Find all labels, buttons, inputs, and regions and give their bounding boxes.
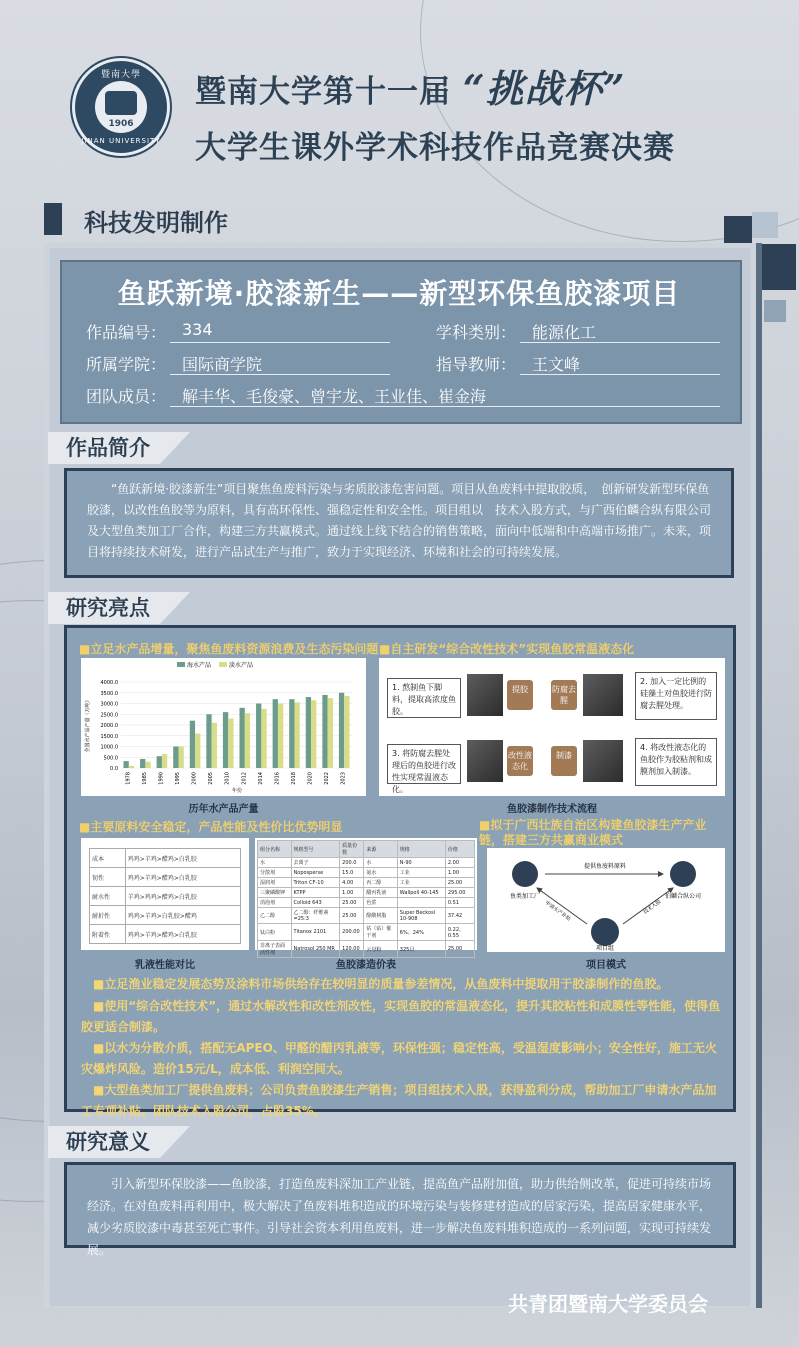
subject-value: 能源化工 [532, 323, 597, 342]
x-tick-label: 2010 [224, 772, 231, 785]
factory-icon [512, 861, 538, 887]
subject-label: 学科类别： [436, 323, 517, 342]
perf-cell: 鸡鸡>羊鸡>醋鸡>白乳胶 [125, 849, 240, 868]
cost-cell: 200.0 [340, 858, 364, 868]
team-icon [591, 918, 619, 946]
cost-cell: 25.00 [340, 898, 364, 908]
cost-cell: Natrosol 250 MR [291, 941, 340, 958]
bar-sea [322, 695, 327, 768]
highlight-sub-1: ■立足水产品增量，聚焦鱼废料资源浪费及生态污染问题 [79, 642, 379, 656]
highlight-sub-2: ■自主研发“综合改性技术”实现鱼胶常温液态化 [379, 642, 635, 656]
team-value: 解丰华、毛俊豪、曾宇龙、王业佳、崔金海 [182, 387, 487, 406]
y-tick-label: 3500.0 [100, 690, 118, 697]
perf-cell: 韧性 [90, 868, 126, 887]
chart-card [81, 658, 366, 796]
x-tick-label: 1990 [158, 772, 165, 785]
cost-table [257, 840, 475, 958]
bar-fresh [162, 754, 167, 768]
cost-cell: 三聚磷酸钾 [258, 888, 292, 898]
bar-fresh [295, 702, 300, 768]
mode-caption: 项目模式 [586, 960, 626, 971]
cost-row [258, 858, 475, 868]
cost-row [258, 888, 475, 898]
university-logo [72, 58, 170, 156]
perf-row [90, 849, 241, 868]
perf-row [90, 906, 241, 925]
college-value: 国际商学院 [182, 355, 263, 374]
advisor-label: 指导教师： [436, 355, 517, 374]
highlight-sub-3: ■主要原料安全稳定，产品性能及性价比优势明显 [79, 820, 343, 834]
cost-cell: Super Beckosl 10-908 [397, 908, 445, 924]
x-tick-label: 2023 [340, 772, 347, 785]
x-tick-label: 1995 [175, 772, 181, 785]
cost-cell: 去离子 [291, 858, 340, 868]
y-tick-label: 3000.0 [100, 701, 118, 708]
cost-cell: 氨水 [364, 868, 397, 878]
cost-cell: 0.51 [445, 898, 474, 908]
cost-cell: 规格型号 [291, 841, 340, 858]
bar-sea [140, 759, 145, 768]
bar-fresh [145, 762, 150, 768]
cost-cell: 价格 [445, 841, 474, 858]
cost-cell: KTPP [291, 888, 340, 898]
perf-caption: 乳液性能对比 [135, 960, 195, 971]
cost-cell: 丙二醇 [364, 878, 397, 888]
y-tick-label: 1500.0 [100, 733, 118, 740]
intro-heading: 作品简介 [48, 432, 160, 464]
perf-cell: 鸡鸡>羊鸡>醋鸡>白乳胶 [125, 925, 240, 944]
cost-cell: 4.00 [340, 878, 364, 888]
perf-table [89, 848, 241, 944]
cost-cell: 295.00 [445, 888, 474, 898]
x-tick-label: 1978 [125, 772, 132, 785]
mode-arrow-label-2: 技术入股 [642, 898, 663, 916]
x-tick-label: 2000 [191, 772, 198, 785]
cost-cell: Titanox 2101 [291, 924, 340, 941]
cost-cell: 醋丙乳液 [364, 888, 397, 898]
cost-cell: 120.00 [340, 941, 364, 958]
cost-row [258, 898, 475, 908]
legend-swatch-sea [177, 662, 185, 667]
flow-photo [467, 740, 503, 782]
college-label: 所属学院： [86, 355, 167, 374]
x-tick-label: 2012 [241, 772, 248, 785]
cost-cell: 湿润剂 [258, 878, 292, 888]
header-competition: 暨南大学第十一届 [195, 74, 451, 110]
logo-year: 1906 [108, 119, 134, 129]
flow-pill-1: 提胶 [507, 680, 533, 710]
header-cup: “挑战杯” [462, 66, 626, 111]
legend-label-fresh: 淡水产品 [229, 662, 254, 669]
bar-fresh [278, 704, 283, 769]
logo-top-text: 暨南大學 [100, 70, 141, 80]
flow-photo [467, 674, 503, 716]
team-label: 团队成员： [86, 387, 167, 406]
x-axis-label: 年份 [231, 788, 243, 794]
perf-cell: 附着性 [90, 925, 126, 944]
bar-fresh [212, 723, 217, 768]
project-title: 鱼跃新境·胶漆新生——新型环保鱼胶漆项目 [117, 277, 681, 310]
mode-card [487, 848, 725, 952]
legend-label-sea: 海水产品 [187, 662, 212, 669]
logo-emblem-icon [105, 91, 137, 115]
legend-swatch-fresh [219, 662, 227, 667]
cost-cell: 37.42 [445, 908, 474, 924]
cost-cell: N-90 [397, 858, 445, 868]
y-tick-label: 2500.0 [100, 712, 118, 719]
cost-cell: 1.00 [445, 868, 474, 878]
x-tick-label: 2022 [324, 772, 331, 785]
flow-pill-2: 防腐去腥 [551, 680, 577, 710]
x-tick-label: 1985 [141, 772, 148, 785]
cost-cell: Noposperse [291, 868, 340, 878]
bar-fresh [245, 713, 250, 768]
bar-fresh [344, 696, 349, 768]
highlight-para-2: ■使用“综合改性技术”，通过水解改性和改性剂改性，实现鱼胶的常温液态化，提升其胶粘性和成膜性等性能，使得鱼胶更适合制漆。 [81, 999, 721, 1034]
bar-fresh [129, 766, 134, 768]
perf-row [90, 887, 241, 906]
perf-cell: 鸡鸡>羊鸡>醋鸡>白乳胶 [125, 868, 240, 887]
cost-cell: 规格 [397, 841, 445, 858]
flow-pill-4: 制漆 [551, 746, 577, 776]
cost-caption: 鱼胶漆造价表 [336, 960, 396, 971]
perf-row [90, 925, 241, 944]
decorative-square [756, 244, 796, 290]
perf-row [90, 868, 241, 887]
cost-cell [397, 898, 445, 908]
mode-diagram [487, 848, 725, 952]
cost-cell: 色浆 [364, 898, 397, 908]
perf-table-card [81, 838, 249, 950]
cost-cell: 6%、24% [397, 924, 445, 941]
perf-cell: 耐折性 [90, 906, 126, 925]
y-tick-label: 2000.0 [100, 723, 118, 729]
bar-sea [223, 712, 228, 768]
cost-row [258, 868, 475, 878]
cost-cell: Colloid 643 [291, 898, 340, 908]
highlights-box [64, 625, 736, 1118]
cost-cell: 钴（钻）催干剂 [364, 924, 397, 941]
cost-row [258, 941, 475, 958]
cost-cell: 水 [364, 858, 397, 868]
highlight-para-3: ■以水为分散介质，搭配无APEO、甲醛的醋丙乳液等，环保性强；稳定性高，受温湿度影响小；安全性好，施工无火灾爆炸风险。造价15元/L，成本低、利润空间大。 [81, 1041, 717, 1076]
x-tick-label: 2005 [208, 772, 215, 785]
y-tick-label: 0.0 [110, 766, 118, 772]
cost-cell: 1.00 [340, 888, 364, 898]
company-icon [670, 861, 696, 887]
bar-sea [157, 756, 162, 768]
x-tick-label: 2014 [257, 772, 264, 785]
cost-cell: 325目 [397, 941, 445, 958]
x-tick-label: 2020 [307, 772, 314, 785]
x-tick-label: 2016 [274, 772, 281, 785]
cost-cell: 25.00 [445, 941, 474, 958]
bar-sea [289, 699, 294, 768]
cost-cell: Triton CF-10 [291, 878, 340, 888]
decorative-square [724, 216, 752, 244]
significance-heading: 研究意义 [48, 1126, 160, 1158]
cost-cell: 乙二醇 [258, 908, 292, 924]
id-value: 334 [182, 320, 213, 339]
decorative-square [752, 212, 778, 238]
perf-cell: 鸡鸡>羊鸡>白乳胶>醋鸡 [125, 906, 240, 925]
cost-cell: 组分名称 [258, 841, 292, 858]
highlights-heading: 研究亮点 [48, 592, 160, 624]
cost-table-card [255, 838, 477, 956]
flow-step-2: 2. 加入一定比例的硅藻土对鱼胶进行防腐去腥处理。 [635, 672, 717, 720]
cost-cell: 0.22、0.55 [445, 924, 474, 941]
advisor-value: 王文峰 [532, 355, 581, 374]
mode-bottom-label: 项目组 [595, 945, 615, 952]
cost-cell: 工业 [397, 868, 445, 878]
decorative-wave [420, 0, 799, 242]
mode-arrow-label-1: 申请水产补贴 [543, 899, 572, 923]
highlight-para-1: ■立足渔业稳定发展态势及涂料市场供给存在较明显的质量参差情况，从鱼废料中提取用于胶漆制作的鱼胶。 [93, 977, 669, 991]
cost-row [258, 878, 475, 888]
bar-sea [339, 693, 344, 768]
category-marker [44, 203, 62, 235]
production-chart [81, 658, 366, 796]
flow-step-1: 1. 熬制鱼下脚料，提取高浓度鱼胶。 [387, 678, 461, 718]
bar-fresh [311, 700, 316, 768]
bar-sea [173, 747, 178, 769]
flow-card [379, 658, 725, 796]
y-axis-label: 全国水产品产量（万吨） [85, 697, 91, 753]
bar-sea [206, 714, 211, 768]
flow-photo [583, 674, 623, 716]
id-label: 作品编号： [86, 323, 167, 342]
flow-caption: 鱼胶漆制作技术流程 [507, 804, 597, 815]
x-tick-label: 2018 [291, 772, 297, 785]
highlight-para-4: ■大型鱼类加工厂提供鱼废料；公司负责鱼胶漆生产销售；项目组技术入股，获得盈利分成，帮助加工厂申请水产品加工专项补贴。团队技术入股公司，占股35%。 [81, 1083, 717, 1118]
cost-row [258, 924, 475, 941]
bar-sea [306, 697, 311, 768]
bar-sea [273, 699, 278, 768]
significance-text: 引入新型环保胶漆——鱼胶漆，打造鱼废料深加工产业链，提高鱼产品附加值，助力供给侧改革，促进可持续市场经济。在对鱼废料再利用中，极大解决了鱼废料堆积造成的环境污染与装修建材造成的居家污染，提高居家健康水平，减少劣质胶漆中毒甚至死亡事件。引导社会资本利用鱼废料，进一步解决鱼废料堆积造成的一系列问题，实现可持续发展。 [64, 1162, 736, 1248]
flow-step-4: 4. 将改性液态化的鱼胶作为胶粘剂和成膜剂加入制漆。 [635, 738, 717, 786]
cost-cell: 醇酸树脂 [364, 908, 397, 924]
header-line-1 [195, 58, 626, 113]
cost-cell: 15.0 [340, 868, 364, 878]
decorative-square [764, 300, 786, 322]
mode-left-label: 鱼类加工厂 [509, 893, 541, 900]
cost-cell: 乙二醇：纤维素=25:3 [291, 908, 340, 924]
bar-sea [190, 721, 195, 768]
intro-text: “鱼跃新境·胶漆新生”项目聚焦鱼废料污染与劣质胶漆危害问题。项目从鱼废料中提取胶质， 创新研发新型环保鱼胶漆，以改性鱼胶等为原料，具有高环保性、强稳定性和安全性。项目组以 技术入股方式，与广西伯麟合纵有限公司及大型鱼类加工厂合作，构建三方共赢模式。通过线上线下结合的销售策略，面向中低端和中高端市场推广。未来，项目将持续技术研发，进行产品试生产与推广，致力于实现经济、环境和社会的可持续发展。 [64, 468, 734, 578]
flow-photo [583, 740, 623, 782]
cost-cell: 工业 [397, 878, 445, 888]
cost-row [258, 841, 475, 858]
cost-row [258, 908, 475, 924]
bar-fresh [195, 734, 200, 768]
cost-cell: 水 [258, 858, 292, 868]
perf-cell: 耐水性 [90, 887, 126, 906]
bar-sea [256, 704, 261, 769]
cost-cell: 云母粉 [364, 941, 397, 958]
bar-fresh [179, 747, 184, 769]
header-line-2: 大学生课外学术科技作品竞赛决赛 [195, 130, 675, 166]
y-tick-label: 4000.0 [100, 680, 118, 686]
mode-right-label: 伯麟合纵公司 [664, 893, 702, 900]
bar-fresh [228, 719, 233, 768]
category-title: 科技发明制作 [84, 209, 228, 237]
y-tick-label: 1000.0 [100, 744, 118, 751]
cost-cell: 25.00 [445, 878, 474, 888]
chart-caption: 历年水产品产量 [188, 804, 259, 815]
perf-cell: 羊鸡>鸡鸡>醋鸡>白乳胶 [125, 887, 240, 906]
bar-fresh [328, 698, 333, 768]
perf-cell: 成本 [90, 849, 126, 868]
cost-cell: 25.00 [340, 908, 364, 924]
cost-cell: Wallpoll 40-145 [397, 888, 445, 898]
cost-cell: 质量份数 [340, 841, 364, 858]
cost-cell: 非离子表面活性剂 [258, 941, 292, 958]
cost-cell: 2.00 [445, 858, 474, 868]
logo-ring-text: JINAN UNIVERSITY [81, 137, 161, 145]
cost-cell: 分散剂 [258, 868, 292, 878]
flow-step-3: 3. 将防腐去腥处理后的鱼胶进行改性实现常温液态化。 [387, 744, 461, 784]
cost-cell: 钛白粉 [258, 924, 292, 941]
cost-cell: 200.00 [340, 924, 364, 941]
highlight-sub-4: ■拟于广西壮族自治区构建鱼胶漆生产产业链，搭建三方共赢商业模式 [479, 818, 707, 847]
footer-organization: 共青团暨南大学委员会 [508, 1292, 708, 1316]
cost-cell: 消泡剂 [258, 898, 292, 908]
y-tick-label: 500.0 [103, 755, 118, 762]
flow-pill-3: 改性液态化 [507, 746, 533, 776]
bar-sea [239, 708, 244, 768]
bar-fresh [261, 709, 266, 768]
mode-top-label: 提供鱼废料原料 [583, 863, 627, 870]
bar-sea [123, 761, 128, 768]
cost-cell: 来源 [364, 841, 397, 858]
